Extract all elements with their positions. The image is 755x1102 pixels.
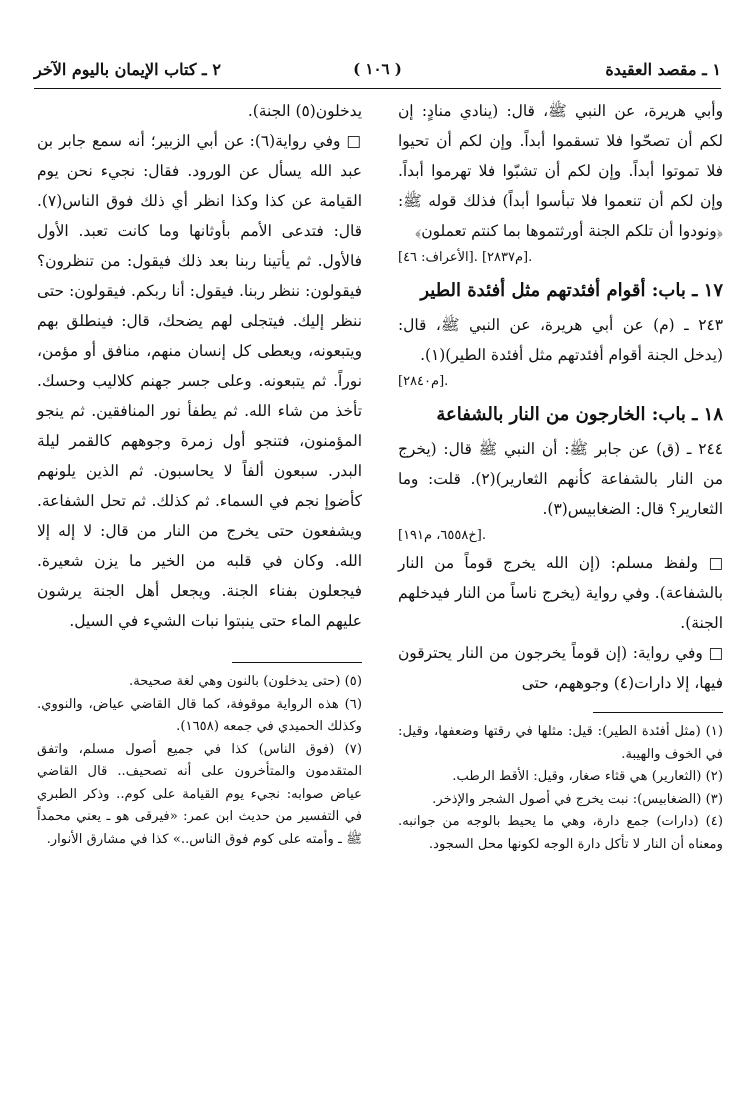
chapter-heading-18: ١٨ ـ باب: الخارجون من النار بالشفاعة [436, 404, 723, 425]
hadith-continuation: يدخلون(٥) الجنة). [247, 102, 362, 120]
footnote-5: (٥) (حتى يدخلون) بالنون وهي لغة صحيحة. [129, 674, 362, 689]
header-section-title: ١ ـ مقصد العقيدة [605, 60, 721, 79]
chapter-heading-17: ١٧ ـ باب: أقوام أفئدتهم مثل أفئدة الطير [420, 280, 723, 301]
page-header [34, 60, 721, 84]
footnote-separator-left [232, 662, 362, 663]
footnote-6: (٦) هذه الرواية موقوفة، كما قال القاضي عياض، والنووي. وكذلك الحميدي في جمعه (١٦٥٨). [37, 696, 362, 734]
page-number: ( ١٠٦ ) [353, 60, 402, 78]
citation-2: [م٢٨٤٠]. [398, 374, 449, 389]
citation-3: [خ٦٥٥٨، م١٩١]. [398, 528, 486, 543]
header-book-title: ٢ ـ كتاب الإيمان باليوم الآخر [34, 60, 221, 79]
right-column [398, 96, 723, 856]
footnote-2: (٢) (الثعارير) هي قثاء صغار، وقيل: الأقط الرطب. [452, 769, 723, 784]
muslim-wording: □ ولفظ مسلم: (إن الله يخرج قوماً من النار بالشفاعة). وفي رواية (يخرج ناساً من النار فيدخلهم الجنة). [398, 554, 723, 632]
footnote-4: (٤) (دارات) جمع دارة، وهي ما يحيط بالوجه من جوانبه. ومعناه أن النار لا تأكل دارة الوجه لكونها محل السجود. [398, 814, 723, 852]
footnote-1: (١) (مثل أفئدة الطير): قيل: مثلها في رقتها وضعفها، وقيل: في الخوف والهيبة. [398, 724, 723, 762]
hadith-243: ٢٤٣ ـ (م) عن أبي هريرة، عن النبي ﷺ، قال: (يدخل الجنة أقوام أفئدتهم مثل أفئدة الطير)(١). [398, 316, 723, 364]
footnote-7: (٧) (فوق الناس) كذا في جميع أصول مسلم، واتفق المتقدمون والمتأخرون على أنه تصحيف.. قال القاضي عياض صوابه: نجيء يوم القيامة على كوم.. وذكر الطبري في التفسير من حديث ابن عمر: «فيرقى هو ـ يعني محمداً ﷺ ـ وأمته على كوم فوق الناس..» كذا في مشارق الأنوار. [37, 741, 362, 847]
footnote-3: (٣) (الضغابيس): نبت يخرج في أصول الشجر والإذخر. [432, 791, 723, 807]
abu-zubair-narration: □ وفي رواية(٦): عن أبي الزبير؛ أنه سمع جابر بن عبد الله يسأل عن الورود. فقال: نجيء نحن يوم القيامة عن كذا وكذا انظر أي ذلك فوق الناس(٧). قال: فتدعى الأمم بأوثانها وما كانت تعبد. الأول فالأول. ثم يأتينا ربنا بعد ذلك فيقول: من تنظرون؟ فيقولون: ننظر ربنا. فيقول: أنا ربكم. فيقولون: حتى ننظر إليك. فيتجلى لهم يضحك، قال: فينطلق بهم ويتبعونه، ويعطى كل إنسان منهم، منافق أو مؤمن، نوراً. ثم يتبعونه. وعلى جسر جهنم كلاليب وحسك. تأخذ من شاء الله. ثم يطفأ نور المنافقين. ثم ينجو المؤمنون، فتنجو أول زمرة وجوههم كالقمر ليلة البدر. سبعون ألفاً لا يحاسبون. ثم الذين يلونهم كأضوإ نجم في السماء. ثم كذلك. ثم تحل الشفاعة. ويشفعون حتى يخرج من النار من قال: لا إله إلا الله. وكان في قلبه من الخير ما يزن شعيرة. فيجعلون بفناء الجنة. ويجعل أهل الجنة يرشون عليهم الماء حتى ينبتوا نبات الشيء في السيل. [37, 132, 363, 630]
hadith-244: ٢٤٤ ـ (ق) عن جابر ﷺ: أن النبي ﷺ قال: (يخرج من النار بالشفاعة كأنهم الثعارير)(٢). قلت: وما الثعارير؟ قال: الضغابيس(٣). [398, 440, 723, 518]
left-column [37, 96, 362, 851]
another-narration: □ وفي رواية: (إن قوماً يخرجون من النار يحترقون فيها، إلا دارات(٤) وجوههم، حتى [398, 644, 723, 692]
header-rule [34, 88, 721, 89]
footnote-separator-right [593, 712, 723, 713]
hadith-text-right-1: وأبي هريرة، عن النبي ﷺ، قال: (ينادي منادٍ: إن لكم أن تصحّوا فلا تسقموا أبداً. وإن لكم أن تحيوا فلا تموتوا أبداً. وإن لكم أن تشبّوا فلا تهرموا أبداً. وإن لكم أن تنعموا فلا تبأسوا أبداً) فذلك قوله ﷺ: ﴿ونودوا أن تلكم الجنة أورثتموها بما كنتم تعملون﴾ [398, 102, 723, 240]
citation-1: [الأعراف: ٤٦]. [م٢٨٣٧]. [398, 250, 533, 265]
